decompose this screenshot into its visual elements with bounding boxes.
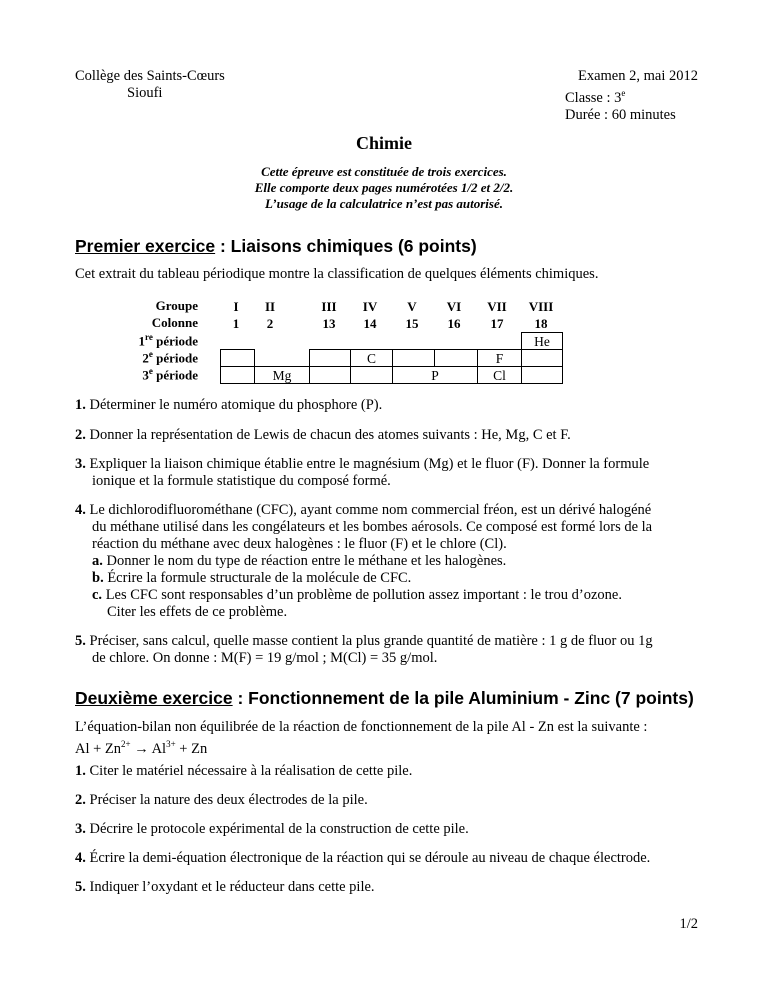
exercise-1-heading: Premier exercice : Liaisons chimiques (6 points) — [75, 236, 477, 256]
exercise-1-intro: Cet extrait du tableau périodique montre la classification de quelques éléments chimiques. — [75, 266, 599, 282]
cell-c: C — [350, 349, 393, 367]
ex1-question-4b: b. Écrire la formule structurale de la molécule de CFC. — [92, 570, 412, 586]
exercise-2-intro: L’équation-bilan non équilibrée de la réaction de fonctionnement de la pile Al - Zn est la suivante : $Al + Zn^{2+} \to Al^{3+} + Zn$ — [75, 719, 700, 758]
cell-empty — [309, 366, 351, 384]
ex2-question-1: 1. Citer le matériel nécessaire à la réalisation de cette pile. — [75, 763, 413, 779]
cell-empty — [434, 349, 478, 367]
row-label-period-2: 2e période — [142, 349, 198, 366]
cell-empty — [220, 349, 255, 367]
reaction-equation: $Al + Zn^{2+} \to Al^{3+} + Zn$ — [75, 739, 208, 757]
exam-instructions: Cette épreuve est constituée de trois exercices. Elle comporte deux pages numérotées 1/2 et 2/2. L’usage de la calculatrice n’est pas autorisé. — [254, 164, 514, 211]
cell-f: F — [477, 349, 522, 367]
cell-empty — [350, 366, 393, 384]
cell-empty — [392, 349, 435, 367]
row-label-period-1: 1re période — [138, 332, 198, 349]
page-number: 1/2 — [679, 916, 698, 932]
row-label-groupe: Groupe — [155, 298, 198, 313]
ex2-question-5: 5. Indiquer l’oxydant et le réducteur dans cette pile. — [75, 879, 375, 895]
exercise-2-heading: Deuxième exercice : Fonctionnement de la pile Aluminium - Zinc (7 points) — [75, 688, 694, 708]
ex1-question-2: 2. Donner la représentation de Lewis de chacun des atomes suivants : He, Mg, C et F. — [75, 427, 571, 443]
school-line-1: Collège des Saints-Cœurs — [75, 68, 225, 84]
page-title: Chimie — [356, 133, 412, 153]
row-label-colonne: Colonne — [151, 315, 198, 330]
periodic-table-excerpt — [100, 298, 580, 388]
exam-class: Classe : 3e — [565, 88, 626, 106]
group-header: V 15 — [405, 299, 419, 331]
group-header: IV 14 — [362, 299, 378, 331]
cell-empty — [220, 366, 255, 384]
group-header: VI 16 — [446, 299, 462, 331]
group-header: III 13 — [321, 299, 337, 331]
ex1-question-4a: a. Donner le nom du type de réaction entre le méthane et les halogènes. — [92, 553, 507, 569]
exam-date: Examen 2, mai 2012 — [577, 68, 698, 84]
exam-duration: Durée : 60 minutes — [565, 106, 676, 123]
ex1-question-3: 3. Expliquer la liaison chimique établie entre le magnésium (Mg) et le fluor (F). Donner la formule ionique et la formule statistique du composé formé. — [75, 456, 650, 489]
group-header: VIII 18 — [528, 299, 554, 331]
cell-he: He — [521, 332, 563, 350]
school-name — [75, 68, 225, 102]
cell-p: P — [392, 366, 478, 384]
ex2-question-2: 2. Préciser la nature des deux électrodes de la pile. — [75, 792, 368, 808]
group-header: I 1 — [232, 299, 240, 331]
cell-cl: Cl — [477, 366, 522, 384]
school-line-2: Sioufi — [127, 85, 163, 101]
exam-info — [520, 68, 698, 124]
group-header: II 2 — [264, 299, 276, 331]
ex1-question-5: 5. Préciser, sans calcul, quelle masse contient la plus grande quantité de matière : 1 g de fluor ou 1g de chlore. On donne : M(F) = 19 g/mol ; M(Cl) = 35 g/mol. — [75, 633, 653, 666]
group-header: VII 17 — [487, 299, 507, 331]
ex2-question-3: 3. Décrire le protocole expérimental de la construction de cette pile. — [75, 821, 469, 837]
cell-empty — [309, 349, 351, 367]
cell-empty — [521, 349, 563, 367]
row-label-period-3: 3e période — [142, 366, 198, 383]
ex1-question-4c: c. Les CFC sont responsables d’un problème de pollution assez important : le trou d’ozone. — [92, 587, 622, 603]
ex1-question-1: 1. Déterminer le numéro atomique du phosphore (P). — [75, 397, 383, 413]
ex1-question-4: 4. Le dichlorodifluorométhane (CFC), ayant comme nom commercial fréon, est un dérivé halogéné du méthane utilisé dans les congélateurs et les bombes aérosols. Ce composé est formé lors de la réaction du méthane avec deux halogènes : le fluor (F) et le chlore (Cl). a. Donner le nom du type de réaction entre le méthane et les halogènes. b. Écrire la formule structurale de la molécule de CFC. c. Les CFC sont responsables d’un problème de pollution assez important : le trou d’ozone. Citer les effets de ce problème. — [75, 502, 700, 621]
cell-empty — [521, 366, 563, 384]
cell-mg: Mg — [254, 366, 310, 384]
ex2-question-4: 4. Écrire la demi-équation électronique de la réaction qui se déroule au niveau de chaque électrode. — [75, 850, 651, 866]
